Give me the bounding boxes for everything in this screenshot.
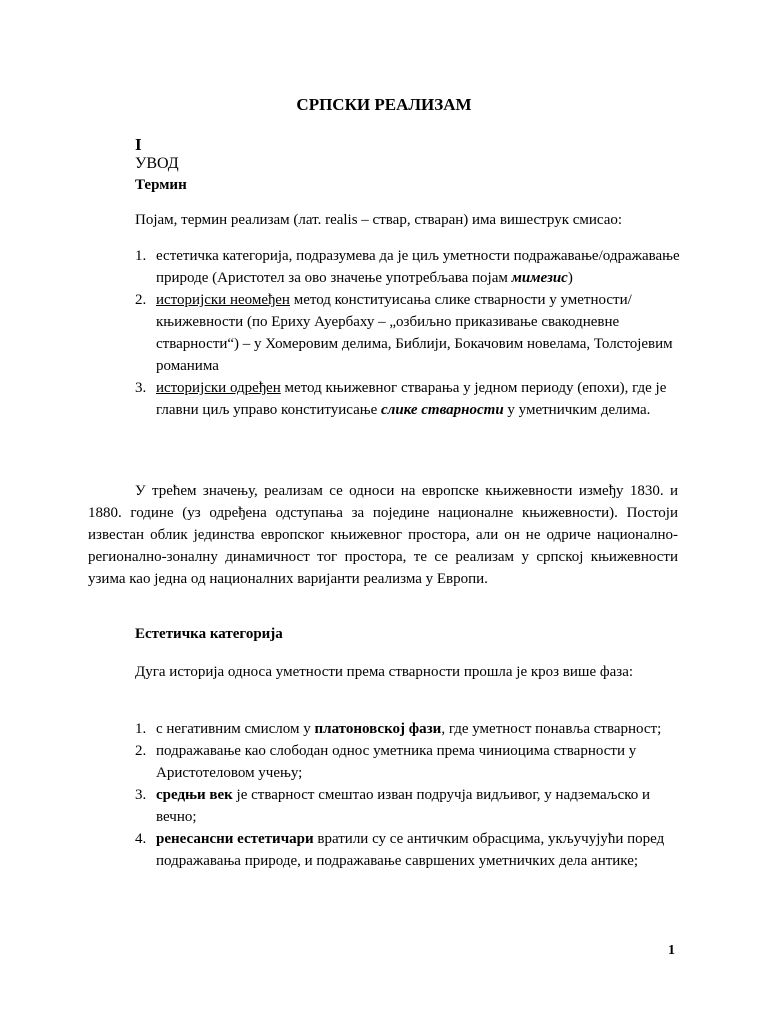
chapter-number: I <box>135 135 142 154</box>
list-number: 3. <box>135 787 147 803</box>
list-item <box>135 718 680 740</box>
body-paragraph: У трећем значењу, реализам се односи на европске књижевности између 1830. и 1880. године (уз одређена одступања за поједине националне књижевности). Постоји известан облик јединства европског књижевног простора, али он не одриче национално-регионално-зоналну динамичност тог простора, те се реализам у српској књижевности узима као једна од националних варијанти реализма у Европи. <box>88 483 678 587</box>
meanings-list <box>135 245 680 421</box>
bold-term: платоновској фази <box>314 721 442 737</box>
body-paragraph: Дуга историја односа уметности према стварности прошла је кроз више фаза: <box>135 664 634 680</box>
list-item <box>135 740 680 784</box>
list-number: 1. <box>135 721 147 737</box>
subsection-heading-aesthetic: Естетичка категорија <box>135 626 283 642</box>
list-number: 2. <box>135 743 147 759</box>
list-text: с негативним смислом у <box>156 721 315 737</box>
list-text: метод књижевног стварања у једном периоду (епохи), где је главни циљ управо конституисање <box>156 380 667 418</box>
list-text: вратили су се античким обрасцима, укључујући поред подражавања природе, и подражавање савршених уметничких дела антике; <box>156 831 665 869</box>
emphasis-term: мимезис <box>511 270 568 286</box>
bold-term: ренесансни естетичари <box>156 831 314 847</box>
section-heading: УВОД <box>135 155 179 172</box>
list-text: ) <box>567 270 573 286</box>
list-text: је стварност смештао изван подручја видљивог, у надземаљско и вечно; <box>156 787 651 825</box>
subsection-heading: Термин <box>135 177 187 193</box>
list-number: 2. <box>135 292 147 308</box>
list-text: , где уметност понавља стварност; <box>441 721 662 737</box>
document-title: СРПСКИ РЕАЛИЗАМ <box>296 95 472 114</box>
list-text: подражавање као слободан однос уметника према чиниоцима стварности у Аристотеловом учењу; <box>156 743 637 781</box>
list-number: 1. <box>135 248 147 264</box>
list-text: у уметничким делима. <box>503 402 651 418</box>
list-item <box>135 377 680 421</box>
list-text: естетичка категорија, подразумева да је циљ уметности подражавање/одражавање природе (Аристотел за ово значење употребљава појам <box>156 248 680 286</box>
list-item <box>135 784 680 828</box>
bold-term: средњи век <box>156 787 233 803</box>
list-item <box>135 245 680 289</box>
page-number: 1 <box>668 943 675 958</box>
emphasis-term: слике стварности <box>380 402 504 418</box>
phases-list <box>135 718 680 872</box>
intro-paragraph: Појам, термин реализам (лат. realis – ствар, стваран) има вишеструк смисао: <box>135 212 623 228</box>
list-number: 3. <box>135 380 147 396</box>
list-item <box>135 828 680 872</box>
underlined-term: историјски неомеђен <box>156 292 290 308</box>
list-text: метод конституисања слике стварности у уметности/књижевности (по Ериху Ауербаху – „озбиљно приказивање свакодневне стварности“) – у Хомеровим делима, Библији, Бокачовим новелама, Толстојевим романима <box>156 292 673 374</box>
list-item <box>135 289 680 377</box>
underlined-term: историјски одређен <box>156 380 281 396</box>
list-number: 4. <box>135 831 147 847</box>
